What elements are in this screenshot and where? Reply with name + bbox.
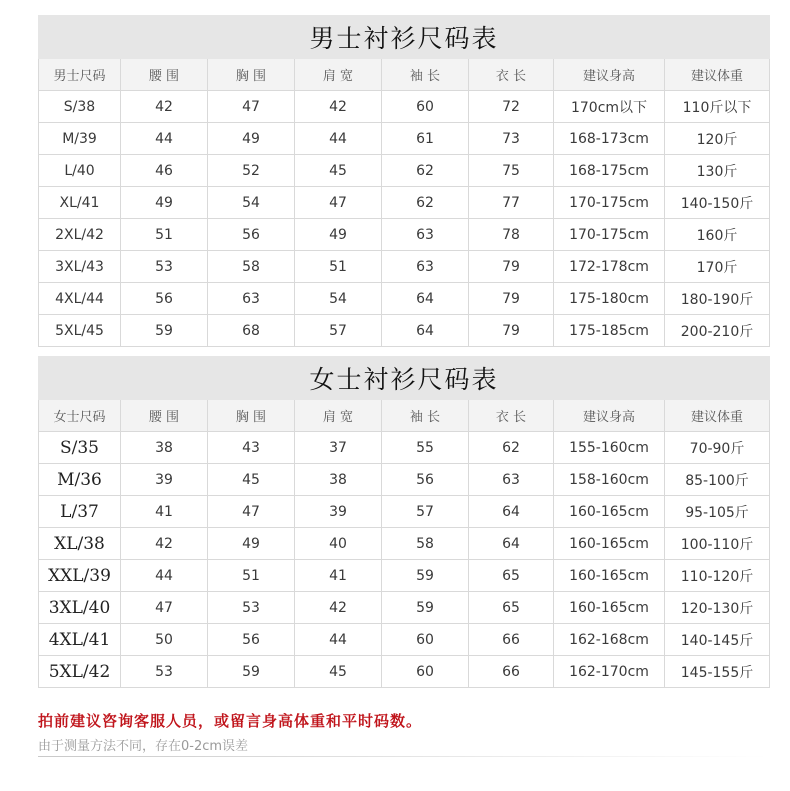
women-header-row <box>39 400 770 432</box>
table-cell: 39 <box>295 496 382 528</box>
table-cell: 38 <box>295 464 382 496</box>
table-cell: 43 <box>208 432 295 464</box>
table-cell: 160-165cm <box>554 528 665 560</box>
size-label-cell: XL/41 <box>39 187 121 219</box>
table-cell: 63 <box>382 251 469 283</box>
table-cell: 61 <box>382 123 469 155</box>
table-cell: 170-175cm <box>554 219 665 251</box>
table-cell: 175-180cm <box>554 283 665 315</box>
size-label-cell: L/37 <box>39 496 121 528</box>
table-cell: 100-110斤 <box>665 528 770 560</box>
size-label-cell: S/38 <box>39 91 121 123</box>
table-cell: 56 <box>382 464 469 496</box>
table-cell: 180-190斤 <box>665 283 770 315</box>
table-cell: 44 <box>295 624 382 656</box>
size-label-cell: 3XL/40 <box>39 592 121 624</box>
table-cell: 49 <box>295 219 382 251</box>
table-cell: 44 <box>121 123 208 155</box>
men-header-cell: 建议身高 <box>554 59 665 91</box>
table-cell: 62 <box>382 187 469 219</box>
table-cell: 140-145斤 <box>665 624 770 656</box>
table-cell: 38 <box>121 432 208 464</box>
size-label-cell: 4XL/44 <box>39 283 121 315</box>
table-cell: 172-178cm <box>554 251 665 283</box>
table-cell: 79 <box>469 251 554 283</box>
size-label-cell: 5XL/45 <box>39 315 121 347</box>
table-cell: 59 <box>208 656 295 688</box>
table-cell: 47 <box>295 187 382 219</box>
table-cell: 64 <box>382 315 469 347</box>
table-row <box>39 528 770 560</box>
table-row <box>39 155 770 187</box>
size-label-cell: M/36 <box>39 464 121 496</box>
table-cell: 140-150斤 <box>665 187 770 219</box>
table-cell: 54 <box>295 283 382 315</box>
table-cell: 49 <box>121 187 208 219</box>
table-cell: 49 <box>208 123 295 155</box>
table-cell: 55 <box>382 432 469 464</box>
men-header-cell: 胸 围 <box>208 59 295 91</box>
table-cell: 53 <box>121 251 208 283</box>
table-row <box>39 283 770 315</box>
table-cell: 62 <box>382 155 469 187</box>
table-cell: 58 <box>208 251 295 283</box>
table-cell: 75 <box>469 155 554 187</box>
table-cell: 72 <box>469 91 554 123</box>
table-cell: 155-160cm <box>554 432 665 464</box>
table-cell: 120-130斤 <box>665 592 770 624</box>
table-cell: 59 <box>382 560 469 592</box>
table-cell: 57 <box>382 496 469 528</box>
men-header-cell: 男士尺码 <box>39 59 121 91</box>
women-header-cell: 女士尺码 <box>39 400 121 432</box>
table-cell: 45 <box>295 656 382 688</box>
size-label-cell: 3XL/43 <box>39 251 121 283</box>
men-header-cell: 腰 围 <box>121 59 208 91</box>
table-cell: 160斤 <box>665 219 770 251</box>
table-cell: 50 <box>121 624 208 656</box>
table-cell: 44 <box>121 560 208 592</box>
men-table-body <box>39 91 770 347</box>
table-cell: 45 <box>208 464 295 496</box>
men-header-row <box>39 59 770 91</box>
women-header-cell: 肩 宽 <box>295 400 382 432</box>
table-cell: 64 <box>469 528 554 560</box>
women-header-cell: 建议身高 <box>554 400 665 432</box>
table-row <box>39 432 770 464</box>
table-cell: 130斤 <box>665 155 770 187</box>
table-cell: 65 <box>469 592 554 624</box>
women-size-table <box>38 356 770 688</box>
footer-divider <box>38 756 768 757</box>
table-row <box>39 464 770 496</box>
table-cell: 160-165cm <box>554 592 665 624</box>
table-cell: 170-175cm <box>554 187 665 219</box>
table-row <box>39 91 770 123</box>
table-cell: 41 <box>295 560 382 592</box>
table-cell: 42 <box>295 91 382 123</box>
table-row <box>39 592 770 624</box>
table-cell: 170cm以下 <box>554 91 665 123</box>
women-header-cell: 袖 长 <box>382 400 469 432</box>
table-cell: 42 <box>121 91 208 123</box>
table-cell: 73 <box>469 123 554 155</box>
table-cell: 64 <box>382 283 469 315</box>
table-row <box>39 315 770 347</box>
table-cell: 51 <box>208 560 295 592</box>
table-cell: 42 <box>295 592 382 624</box>
table-cell: 47 <box>121 592 208 624</box>
men-size-table <box>38 15 770 347</box>
size-label-cell: M/39 <box>39 123 121 155</box>
table-cell: 63 <box>469 464 554 496</box>
table-cell: 58 <box>382 528 469 560</box>
table-row <box>39 123 770 155</box>
women-header-cell: 衣 长 <box>469 400 554 432</box>
table-cell: 162-168cm <box>554 624 665 656</box>
table-row <box>39 251 770 283</box>
table-row <box>39 496 770 528</box>
table-cell: 44 <box>295 123 382 155</box>
men-header-cell: 衣 长 <box>469 59 554 91</box>
women-table-body <box>39 432 770 688</box>
women-header-cell: 建议体重 <box>665 400 770 432</box>
table-cell: 62 <box>469 432 554 464</box>
table-cell: 85-100斤 <box>665 464 770 496</box>
table-cell: 70-90斤 <box>665 432 770 464</box>
table-cell: 160-165cm <box>554 496 665 528</box>
men-header-cell: 肩 宽 <box>295 59 382 91</box>
measurement-error-notice: 由于测量方法不同，存在0-2cm误差 <box>38 739 249 754</box>
size-label-cell: 4XL/41 <box>39 624 121 656</box>
table-cell: 63 <box>382 219 469 251</box>
table-row <box>39 187 770 219</box>
table-cell: 66 <box>469 624 554 656</box>
women-table-title: 女士衬衫尺码表 <box>39 357 770 400</box>
table-cell: 110斤以下 <box>665 91 770 123</box>
table-row <box>39 560 770 592</box>
men-header-cell: 建议体重 <box>665 59 770 91</box>
women-header-cell: 腰 围 <box>121 400 208 432</box>
table-cell: 39 <box>121 464 208 496</box>
table-cell: 56 <box>121 283 208 315</box>
table-cell: 52 <box>208 155 295 187</box>
table-cell: 60 <box>382 656 469 688</box>
table-cell: 77 <box>469 187 554 219</box>
table-cell: 42 <box>121 528 208 560</box>
table-cell: 168-173cm <box>554 123 665 155</box>
table-cell: 51 <box>121 219 208 251</box>
consult-notice: 拍前建议咨询客服人员，或留言身高体重和平时码数。 <box>38 712 423 730</box>
table-cell: 110-120斤 <box>665 560 770 592</box>
table-cell: 59 <box>382 592 469 624</box>
table-cell: 37 <box>295 432 382 464</box>
table-cell: 162-170cm <box>554 656 665 688</box>
women-header-cell: 胸 围 <box>208 400 295 432</box>
table-cell: 53 <box>121 656 208 688</box>
table-cell: 60 <box>382 624 469 656</box>
size-label-cell: L/40 <box>39 155 121 187</box>
table-cell: 79 <box>469 315 554 347</box>
table-cell: 79 <box>469 283 554 315</box>
table-row <box>39 219 770 251</box>
table-cell: 160-165cm <box>554 560 665 592</box>
table-cell: 45 <box>295 155 382 187</box>
table-cell: 64 <box>469 496 554 528</box>
table-cell: 53 <box>208 592 295 624</box>
table-cell: 57 <box>295 315 382 347</box>
table-cell: 41 <box>121 496 208 528</box>
men-table-title: 男士衬衫尺码表 <box>39 16 770 59</box>
table-cell: 168-175cm <box>554 155 665 187</box>
table-cell: 51 <box>295 251 382 283</box>
table-cell: 170斤 <box>665 251 770 283</box>
men-header-cell: 袖 长 <box>382 59 469 91</box>
table-cell: 145-155斤 <box>665 656 770 688</box>
table-cell: 54 <box>208 187 295 219</box>
table-cell: 200-210斤 <box>665 315 770 347</box>
table-cell: 47 <box>208 496 295 528</box>
table-cell: 63 <box>208 283 295 315</box>
table-cell: 175-185cm <box>554 315 665 347</box>
size-label-cell: XXL/39 <box>39 560 121 592</box>
table-row <box>39 656 770 688</box>
table-cell: 68 <box>208 315 295 347</box>
table-cell: 56 <box>208 219 295 251</box>
table-cell: 47 <box>208 91 295 123</box>
table-row <box>39 624 770 656</box>
table-cell: 65 <box>469 560 554 592</box>
size-label-cell: 5XL/42 <box>39 656 121 688</box>
table-cell: 40 <box>295 528 382 560</box>
table-cell: 158-160cm <box>554 464 665 496</box>
size-label-cell: XL/38 <box>39 528 121 560</box>
size-label-cell: S/35 <box>39 432 121 464</box>
table-cell: 60 <box>382 91 469 123</box>
table-cell: 66 <box>469 656 554 688</box>
table-cell: 120斤 <box>665 123 770 155</box>
table-cell: 95-105斤 <box>665 496 770 528</box>
table-cell: 49 <box>208 528 295 560</box>
table-cell: 56 <box>208 624 295 656</box>
table-cell: 78 <box>469 219 554 251</box>
table-cell: 59 <box>121 315 208 347</box>
table-cell: 46 <box>121 155 208 187</box>
size-label-cell: 2XL/42 <box>39 219 121 251</box>
